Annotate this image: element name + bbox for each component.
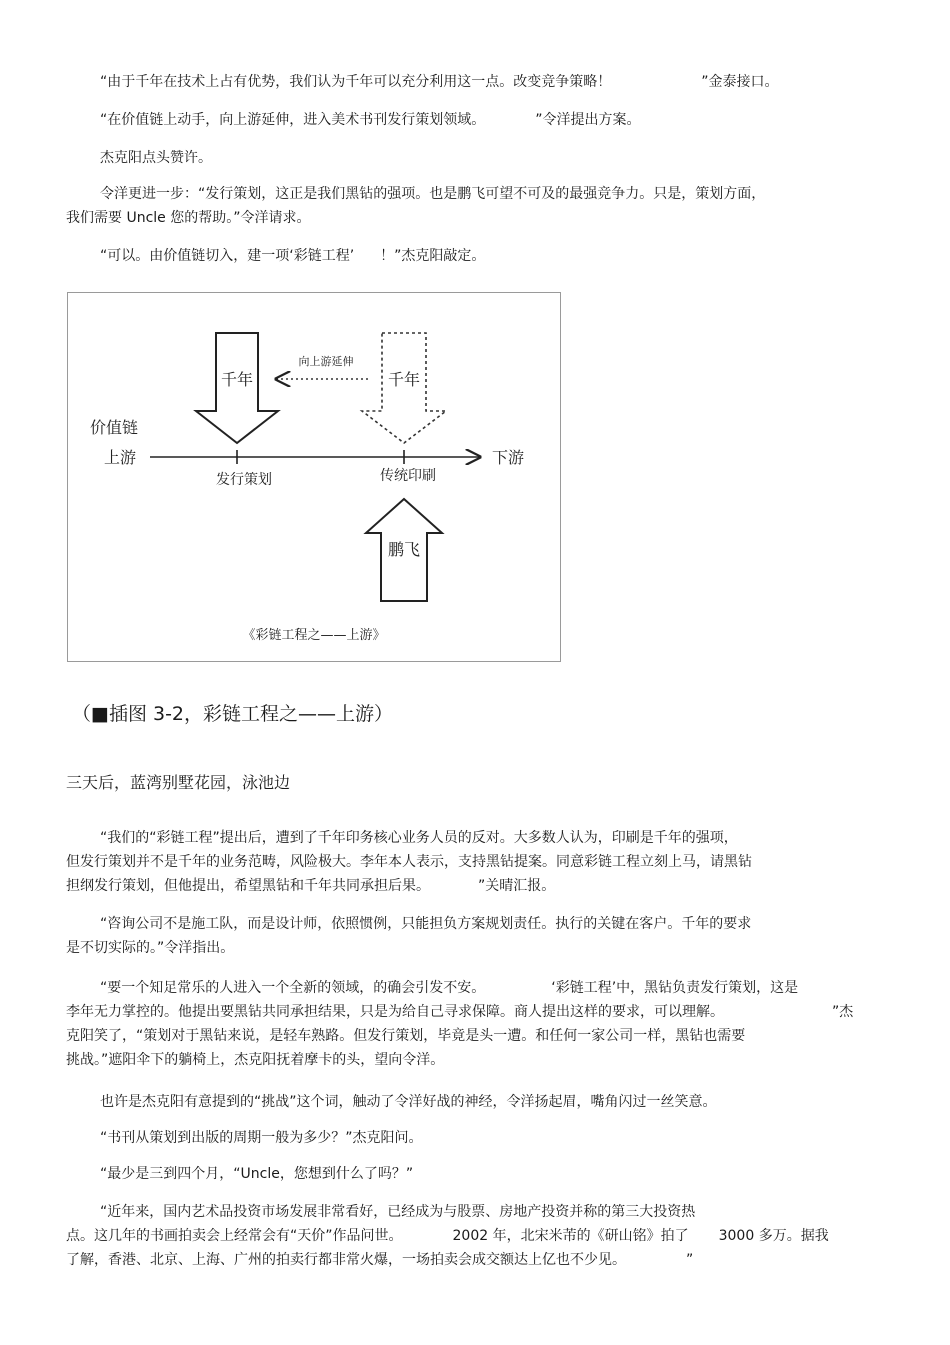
text: “由于千年在技术上占有优势，我们认为千年可以充分利用这一点。改变竞争策略！ — [100, 74, 612, 90]
text: 3000 多万。据我 — [718, 1228, 829, 1244]
paragraph-10 — [66, 1126, 886, 1150]
paragraph-9 — [66, 1090, 886, 1114]
text: 杰克阳点头赞许。 — [100, 150, 212, 166]
figure-title: 《彩链工程之——上游》 — [242, 628, 386, 643]
section-heading: 三天后，蓝湾别墅花园，泳池边 — [66, 773, 291, 792]
text: 挑战。”遮阳伞下的躺椅上，杰克阳抚着摩卡的头，望向令洋。 — [66, 1052, 445, 1068]
text: 克阳笑了，“策划对于黑钻来说，是轻车熟路。但发行策划，毕竟是头一遭。和任何一家公司一样，黑钻也需要 — [66, 1028, 746, 1044]
text: “在价值链上动手，向上游延伸，进入美术书刊发行策划领域。 — [100, 112, 486, 128]
tick-right-label: 传统印刷 — [380, 468, 436, 484]
text: ！”杰克阳敲定。 — [380, 248, 486, 264]
paragraph-1 — [66, 70, 886, 94]
text: 点。这几年的书画拍卖会上经常会有“天价”作品问世。 — [66, 1228, 403, 1244]
text: 是不切实际的。”令洋指出。 — [66, 940, 235, 956]
pengfei-label: 鹏飞 — [387, 540, 421, 559]
qiannian-right-label: 千年 — [387, 370, 421, 389]
text: 担纲发行策划，但他提出，希望黑钻和千年共同承担后果。 — [66, 878, 430, 894]
paragraph-4 — [66, 182, 886, 230]
paragraph-6 — [66, 826, 886, 898]
text: ”金泰接口。 — [701, 74, 779, 90]
text: “我们的“彩链工程”提出后，遭到了千年印务核心业务人员的反对。大多数人认为，印刷是千年的强项， — [100, 830, 738, 846]
paragraph-5 — [66, 244, 886, 268]
axis-left-top-label: 价值链 — [90, 418, 139, 437]
axis-left-bottom-label: 上游 — [104, 448, 137, 467]
text: “书刊从策划到出版的周期一般为多少？”杰克阳问。 — [100, 1130, 423, 1146]
extend-label: 向上游延伸 — [298, 355, 354, 368]
text: ” — [686, 1252, 694, 1268]
text: 李年无力掌控的。他提出要黑钻共同承担结果，只是为给自己寻求保障。商人提出这样的要求，可以理解。 — [66, 1004, 724, 1020]
tick-left-label: 发行策划 — [216, 472, 272, 488]
text: ‘彩链工程’中，黑钻负责发行策划，这是 — [551, 980, 799, 996]
value-chain-figure — [67, 292, 561, 662]
text: ”杰 — [832, 1004, 854, 1020]
qiannian-left-label: 千年 — [220, 370, 254, 389]
paragraph-11 — [66, 1162, 886, 1186]
text: “要一个知足常乐的人进入一个全新的领域，的确会引发不安。 — [100, 980, 486, 996]
text: ”关晴汇报。 — [478, 878, 556, 894]
text: “近年来，国内艺术品投资市场发展非常看好，已经成为与股票、房地产投资并称的第三大投资热 — [100, 1204, 696, 1220]
paragraph-7 — [66, 912, 886, 960]
text: 但发行策划并不是千年的业务范畴，风险极大。李年本人表示，支持黑钻提案。同意彩链工程立刻上马，请黑钻 — [66, 854, 752, 870]
text: “可以。由价值链切入，建一项‘彩链工程’ — [100, 248, 355, 264]
text: ”令洋提出方案。 — [535, 112, 641, 128]
paragraph-2 — [66, 108, 886, 132]
text: “最少是三到四个月，“Uncle，您想到什么了吗？” — [100, 1166, 414, 1182]
text: 也许是杰克阳有意提到的“挑战”这个词，触动了令洋好战的神经，令洋扬起眉，嘴角闪过一丝笑意。 — [100, 1094, 717, 1110]
paragraph-3 — [66, 146, 886, 170]
value-chain-diagram — [68, 293, 560, 661]
text: 令洋更进一步：“发行策划，这正是我们黑钻的强项。也是鹏飞可望不可及的最强竞争力。只是，策划方面， — [100, 186, 766, 202]
text: 2002 年，北宋米芾的《研山铭》拍了 — [452, 1228, 689, 1244]
text: 了解，香港、北京、上海、广州的拍卖行都非常火爆，一场拍卖会成交额达上亿也不少见。 — [66, 1252, 626, 1268]
figure-caption: （■插图 3-2，彩链工程之——上游） — [72, 703, 394, 725]
axis-right-label: 下游 — [492, 448, 525, 467]
paragraph-12 — [66, 1200, 886, 1272]
text: “咨询公司不是施工队，而是设计师，依照惯例，只能担负方案规划责任。执行的关键在客户。千年的要求 — [100, 916, 752, 932]
text: 我们需要 Uncle 您的帮助。”令洋请求。 — [66, 210, 311, 226]
paragraph-8 — [66, 976, 886, 1072]
